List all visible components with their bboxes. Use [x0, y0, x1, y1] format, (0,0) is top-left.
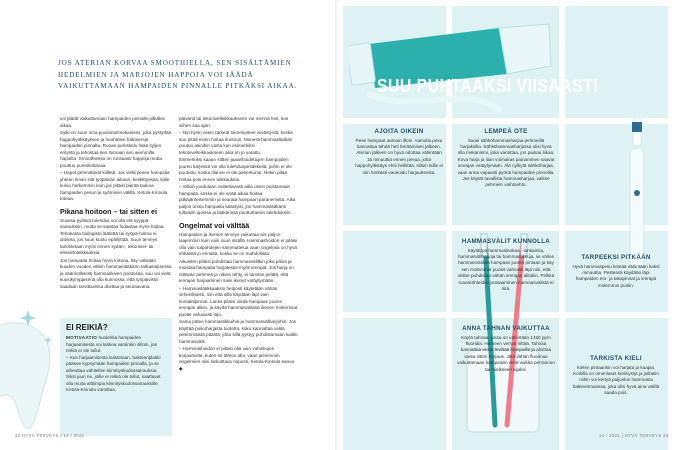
sidebar-box [60, 318, 172, 436]
tip-body: Hyvä hammaspesu kestää vähintään kaksi minuuttia. Pestessä käydään läpi hampaiden etu- ja takapinnat ja ienrajat molemmin puolin. [572, 263, 660, 288]
grid-line [668, 0, 674, 450]
paragraph: voi jäädä vaikuttamaan hampaiden pinnalle pitkäksi aikaa. [60, 116, 165, 128]
paragraph: – Nyt hyvin usein tärkeät toimenpiteet viivästyvät, koska suu pitää ensin hoitaa kuntoon. Monesti hammaslääkäri puutuu asioihin vasta kun esimerkiksi tekonivelleikkaukseen aika on jo varattu. [179, 130, 293, 155]
tip-body: Kielen pintaankin voi harjata ja kaapia. Koikilla on omenlaset kielinystyt ja joillakin niihin voi kertyä paljonkin hammasta bakteerimassaa, joka olisi hyvä aina välillä saada pois. [572, 364, 660, 396]
page-footer-left: 32 HYVÄ TERVEYS / 14 / 2021 [15, 433, 85, 438]
page-footer-right: 14 / 2021 | HYVÄ TERVEYS 33 [599, 433, 669, 438]
tip-body: Suosi sähköhammasharjaa pehmeillä harjaksilla. Sähköhammasharjassa olisi hyvä olla mekanismi, joka varoittaa, jos painaa liikaa. Kova harja ja liian voimakas painaminen saavat ienrajan vetäytymään. Älä nylkytä sähköharjaa, vaan anna vapaasti pyöriä hampaiden pinnoilla. Jos käytät tavallista hammasharjaa, valitse pehmein vaihtoehto. [457, 137, 555, 188]
paragraph: Jos hampaita hoitaa hyvin kotona, käy välisään kuuden vuoden välein hammaslääkärin tarkastuksessa ja säännöllisesti hammaskiven poistossa, suu voi vielä kuusikymppisenä olla kunnossa, että työpäivistä saadaan tarvittavissa aloittaa ja seuraavana [60, 257, 172, 289]
paragraph: Hampaiden ja ikenien terveys vaikuttaa siis paljon laajemmin kuin vain suun sisällä. Hammashoidon ei pitäisi olla vain tulpahdejen sammuttelua vaan ongelmia on hyvä ehkäistä jo ennalta, koska se on mahdollista. [179, 231, 298, 256]
tip-title: TARKISTA KIELI [590, 355, 642, 362]
grid-line [337, 0, 674, 6]
tip-body: Pese hampaat aamuin illoin. Aamulla pesu kannattaa tehdä heti heräämisen jälkeen. Aterian jälkeen on hyvä odottaa vähintään 15 minuuttia ennen pesua, jotta happohyökkäys ehtii hellittää, silloin kiille ei niin herkästi vaurioidu harjauksesta. [355, 137, 443, 175]
lead-paragraph: JOS ATERIAN KORVAA SMOOTHIELLA, SEN SISÄLTÄMIEN HEDELMIEN JA MARJOJEN HAPPOJA VOI JÄÄDÄ VAIKUTTAMAAN HAMPAIDEN PINNALLE PITKÄKSI AIKAA. [58, 59, 298, 90]
paragraph: Suussa pyllävä tulehdus voi olla elä syyppä sairauksiin, mutta se saattaa fodaetaa myös hoitaa. Tehokasta biologista läätettä tai syöpä-hoitoa ei aloiteta, jos suun kunto epäilyttää. Suun terveys tarkistetaan myös ennen sydän-, tekonivel- tai elinsiirtoleikkauksia. [60, 217, 165, 255]
tip-title: HAMMASVÄLIT KUNNOLLA [461, 238, 551, 245]
tooth-icon [0, 300, 62, 430]
page-title: SUU PUHTAAKSI VIISAASTI [377, 76, 599, 96]
article-column-1 [60, 116, 172, 291]
sidebar-body: huolehtia hampaiden harjaamisesta voi laskea varsinkin silloin, jos reikiä ei ole tullut. [66, 335, 157, 353]
tip-title: LEMPEÄ OTE [484, 128, 528, 135]
right-page [337, 0, 674, 450]
tip-body: Käytättpä hammaslankaa, -lankaimia, hammasvälharjoja tai hammastikkuja, se väline hammasvälissä hampaan juuren pintaan ja käy sen molemmat puolet vahvasti läpi niin, että väline puhdistaa vähän ienrajan alitakin. Pelkkä ruoantähteiden putsaaminen hammasvälistä ei riitä. [457, 247, 555, 291]
article-column-2 [179, 116, 299, 373]
paragraph: – Hapot pehmittävät kiilletä. Jos vielä pesee hampaita yhteen ilman sitä työpäivän aikaan, keskittyessä, kiille kuluu herkemmin kuin jos pitäisi pientä taukoa hampaiden pesun ja syömisen välillä, Ketola-Kinnula toteaa. [60, 170, 170, 201]
paragraph: Aikuisten pitäisi puhdistaa hammasvälitkin joka päivä ja muistaa hampaita harjatessa myös ienrajat. Jos harja on riittävän pehmeä ja oikein tehty, ei tarvitse pelätä, että ienrajan harjaaminen saisi ikenet vetäytymään. [179, 258, 294, 283]
sidebar-label: MOTIVAATIO [66, 335, 98, 340]
tip-box [457, 325, 555, 373]
subheading: Pikana hoitoon – tai sitten ei [60, 206, 158, 216]
sidebar-title: EI REIKIÄ? [66, 323, 108, 332]
paragraph [179, 346, 299, 372]
tip-title: AJOITA OIKEIN [374, 128, 424, 135]
tip-box [571, 355, 661, 397]
paragraph: Sylki on suun oma puolustusmekanismi, joka pystyttää happohyökkäyksen ja huuhtelee bakteereja hampaiden pinnalta. Ruoan pureskelu lisää syljen eritystä ja tehostaa sen toimaan sen aiemmilta hapoilta. Smoothiessa on runsaasti happoja mutta puuttuu pureskeltavaa. [60, 130, 172, 168]
paragraph: Sama pätee hammastikkuihin ja hammasvälharjoihin. Jos käyttää puikoharjasta tuotetta, koko kannattaa valita pesimmäistä päästä, jotta sillä pystyy puhdistamaan kaikki hammasvälit. [179, 319, 298, 344]
grid-line [559, 0, 565, 450]
subheading: Ongelmat voi välttää [179, 220, 250, 230]
grid-line [337, 0, 343, 450]
sidebar-text [66, 335, 166, 355]
tip-title: TARPEEKSI PITKÄÄN [581, 254, 651, 261]
tip-title: ANNA TAHNAN VAIKUTTAA [462, 325, 550, 332]
end-mark: ◆ [179, 365, 183, 371]
tip-body: Käytä tahnaa, jossa on vähintään 1450 ppm fluoridia. Herneen verran riittää. Tahnaa kannattaa ensin levittää hampaille ja aloittaa vasta sitten harjaus. Jätä vähän fluorinaa vaikuttamaan hampaisiin vielä vaikka perrannon tai mielkseen sijaksi. [457, 334, 555, 372]
tip-box [355, 128, 443, 176]
toothpaste-tube-icon [349, 14, 554, 124]
paragraph: – Silloin joudutaan valitettavasti aika usein poistamaan hampaita, koska ei ole enää aikaa hoitaa pitkäjänteisemmin ja seurata hampaan paranemista. Aika paljon onnia hampaita säästyisi, jos hammaslääkärin tultaisiin ajoissa ja lääkärissä puuttuttaisiin tulehduksiin. [179, 184, 296, 215]
tip-box [457, 238, 555, 292]
paragraph-text: – Hammashoidon ei pitäisi olla vain vahinkojen korjaamista, kuten se tähtoo olla, vaan pienimmin ongelmien olisi tarkoittava noposti, Ketola-Kinnula sanoo. [179, 346, 296, 364]
paragraph: Esimerkiksi kaaan sittten jaaarihoidettujen hampaiden juuren kärjessä voi olla tulehduspesäkkeitä, joihin ei ole puututtu, koska tilanne ei ole pahentunut. Nekin pitää hoitaa pois ennen leikkauksia. [179, 157, 292, 182]
tip-box [457, 128, 555, 189]
paragraph: päivänä tai tekonivelleikkaukseen voi mennä heti, kun siihen saa ajan. [179, 116, 289, 128]
paragraph: – Hammaslääkkaaksin helposti käytetään vähän virheellisesti, niin että sillä käydään läpi vain kontaktipinnat. Lanka pitäisi viedä hampaan juuren ienrajan alikin, ja käydä hammasvälissä ikenen molemmat puolet vahavasti läpi. [179, 285, 298, 317]
sidebar-text: – Kun harjaamisesta laiistetaan, bakteeriplakki pääsee kypsymään hampaiden pinnalla, ja se aiheuttaa vähitellen kiinnityskudossairauksia. Siksi juuri ne, joille ei reikiä ole tullut, saattavat olla muita alttiimpia kiinnityskudossairauksille, Ketola-Kinnula varoittaa. [66, 354, 161, 392]
tip-box [571, 254, 661, 289]
